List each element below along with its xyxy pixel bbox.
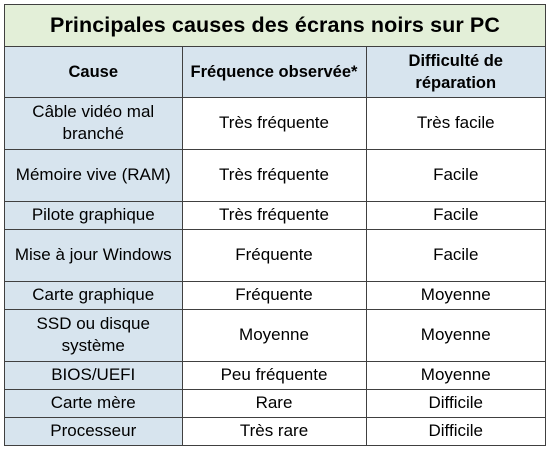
- difficulte-cell: Facile: [366, 149, 545, 201]
- table-row: [5, 149, 545, 201]
- table-row: [5, 309, 545, 361]
- difficulte-cell: Facile: [366, 201, 545, 229]
- frequence-cell: Peu fréquente: [182, 361, 366, 389]
- header-difficulte: Difficulté de réparation: [366, 47, 545, 97]
- difficulte-cell: Moyenne: [366, 281, 545, 309]
- table-title: Principales causes des écrans noirs sur PC: [5, 5, 545, 47]
- difficulte-cell: Difficile: [366, 417, 545, 445]
- header-row: [5, 47, 545, 97]
- table-row: [5, 361, 545, 389]
- cause-cell: Processeur: [5, 417, 182, 445]
- header-frequence: Fréquence observée*: [182, 47, 366, 97]
- cause-cell: Carte mère: [5, 389, 182, 417]
- causes-table: [5, 47, 545, 445]
- difficulte-cell: Très facile: [366, 97, 545, 149]
- cause-cell: Mémoire vive (RAM): [5, 149, 182, 201]
- cause-cell: Pilote graphique: [5, 201, 182, 229]
- table-row: [5, 201, 545, 229]
- causes-table-frame: [4, 4, 546, 446]
- frequence-cell: Très fréquente: [182, 97, 366, 149]
- table-row: [5, 417, 545, 445]
- frequence-cell: Très rare: [182, 417, 366, 445]
- frequence-cell: Fréquente: [182, 281, 366, 309]
- difficulte-cell: Facile: [366, 229, 545, 281]
- table-row: [5, 97, 545, 149]
- table-row: [5, 229, 545, 281]
- frequence-cell: Très fréquente: [182, 149, 366, 201]
- cause-cell: BIOS/UEFI: [5, 361, 182, 389]
- frequence-cell: Très fréquente: [182, 201, 366, 229]
- cause-cell: Carte graphique: [5, 281, 182, 309]
- difficulte-cell: Difficile: [366, 389, 545, 417]
- difficulte-cell: Moyenne: [366, 309, 545, 361]
- cause-cell: Câble vidéo mal branché: [5, 97, 182, 149]
- frequence-cell: Moyenne: [182, 309, 366, 361]
- header-cause: Cause: [5, 47, 182, 97]
- frequence-cell: Fréquente: [182, 229, 366, 281]
- table-row: [5, 281, 545, 309]
- cause-cell: SSD ou disque système: [5, 309, 182, 361]
- table-row: [5, 389, 545, 417]
- cause-cell: Mise à jour Windows: [5, 229, 182, 281]
- frequence-cell: Rare: [182, 389, 366, 417]
- difficulte-cell: Moyenne: [366, 361, 545, 389]
